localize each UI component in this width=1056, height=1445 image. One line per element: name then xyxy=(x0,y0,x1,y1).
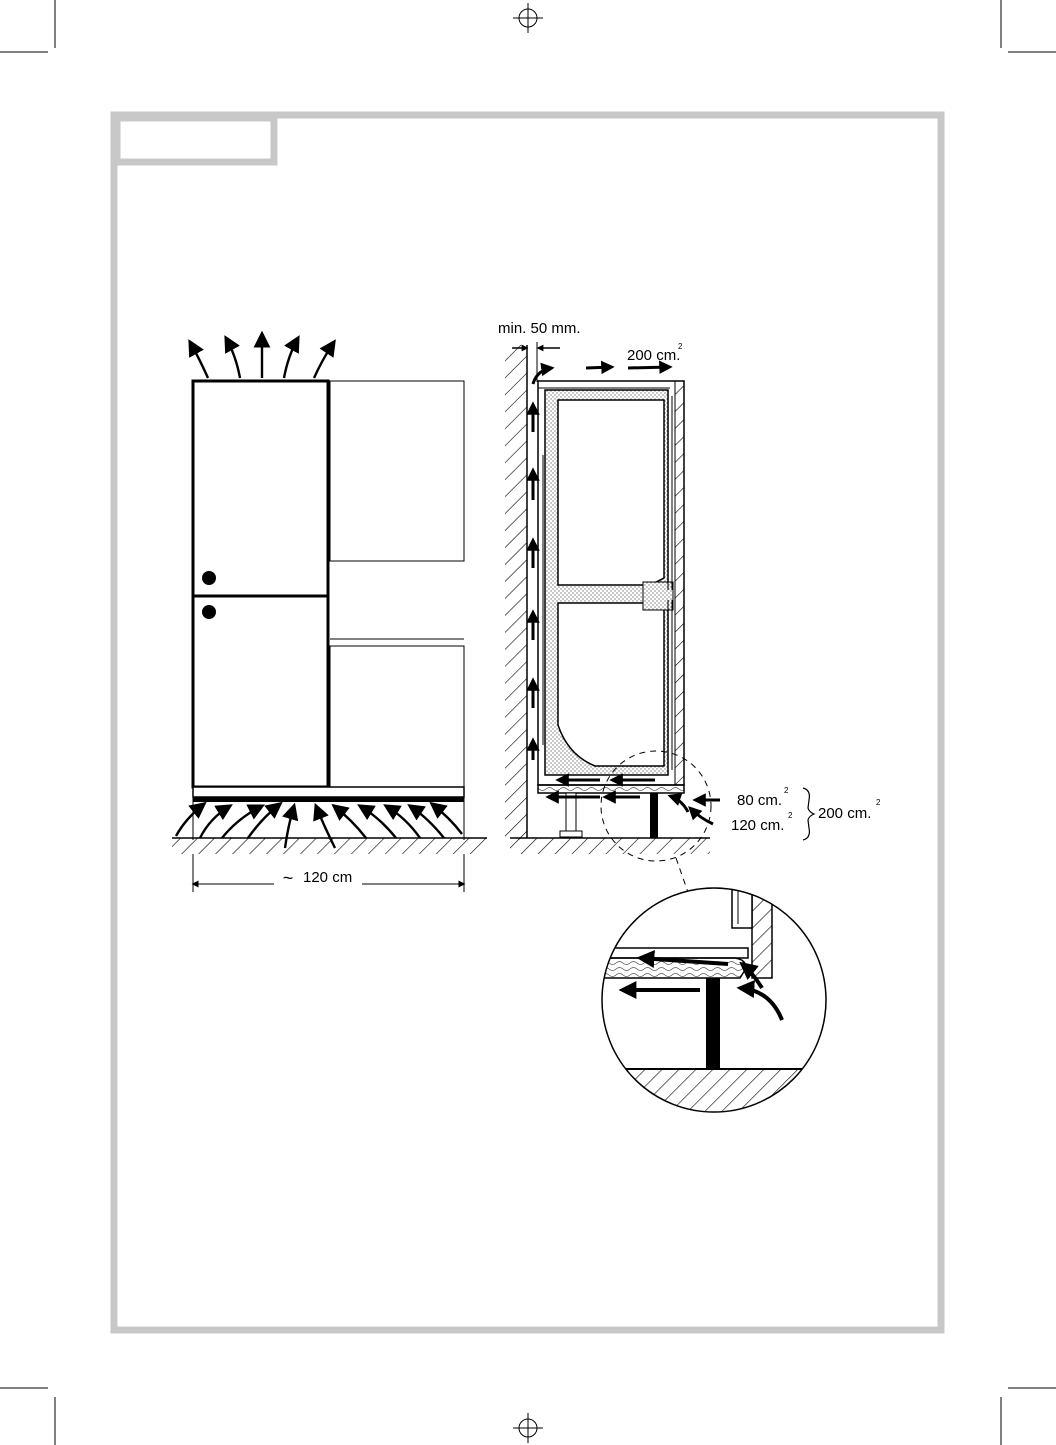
front-floor-hatch xyxy=(172,838,487,854)
base-platform xyxy=(538,785,684,793)
lower-compartment xyxy=(558,603,664,766)
registration-target-bottom-icon xyxy=(513,1413,543,1443)
section-tab xyxy=(117,118,274,162)
lower-cabinet xyxy=(330,646,464,787)
detail-view xyxy=(600,888,830,1120)
side-view xyxy=(498,320,881,898)
approx-symbol: ~ xyxy=(282,868,294,888)
bottom-rear-label: 120 cm. xyxy=(731,817,785,834)
upper-door-handle xyxy=(202,571,216,585)
top-vent-label: 200 cm. xyxy=(627,347,681,364)
lower-door-handle xyxy=(202,605,216,619)
width-dimension xyxy=(193,854,464,892)
plinth xyxy=(193,787,464,797)
registration-target-top-icon xyxy=(513,3,543,33)
bottom-front-sup: 2 xyxy=(784,786,789,795)
front-view xyxy=(172,334,487,892)
top-vent-sup: 2 xyxy=(678,342,683,351)
wall-gap-label: min. 50 mm. xyxy=(498,320,581,337)
upper-cabinet xyxy=(330,381,464,561)
bottom-total-label: 200 cm. xyxy=(818,805,872,822)
front-intake-arrows-icon xyxy=(670,796,720,824)
upper-compartment xyxy=(558,400,664,585)
adjustable-foot xyxy=(566,793,576,831)
fridge-front xyxy=(193,381,328,787)
plinth-board xyxy=(650,793,658,838)
side-floor-hatch xyxy=(510,838,710,854)
width-label: 120 cm xyxy=(303,869,353,886)
bottom-front-label: 80 cm. xyxy=(737,792,783,809)
bottom-rear-sup: 2 xyxy=(788,811,793,820)
bottom-total-sup: 2 xyxy=(876,798,881,807)
wall-hatch xyxy=(505,345,527,840)
total-brace-icon xyxy=(803,788,814,840)
top-exhaust-arrows-icon xyxy=(190,334,334,378)
